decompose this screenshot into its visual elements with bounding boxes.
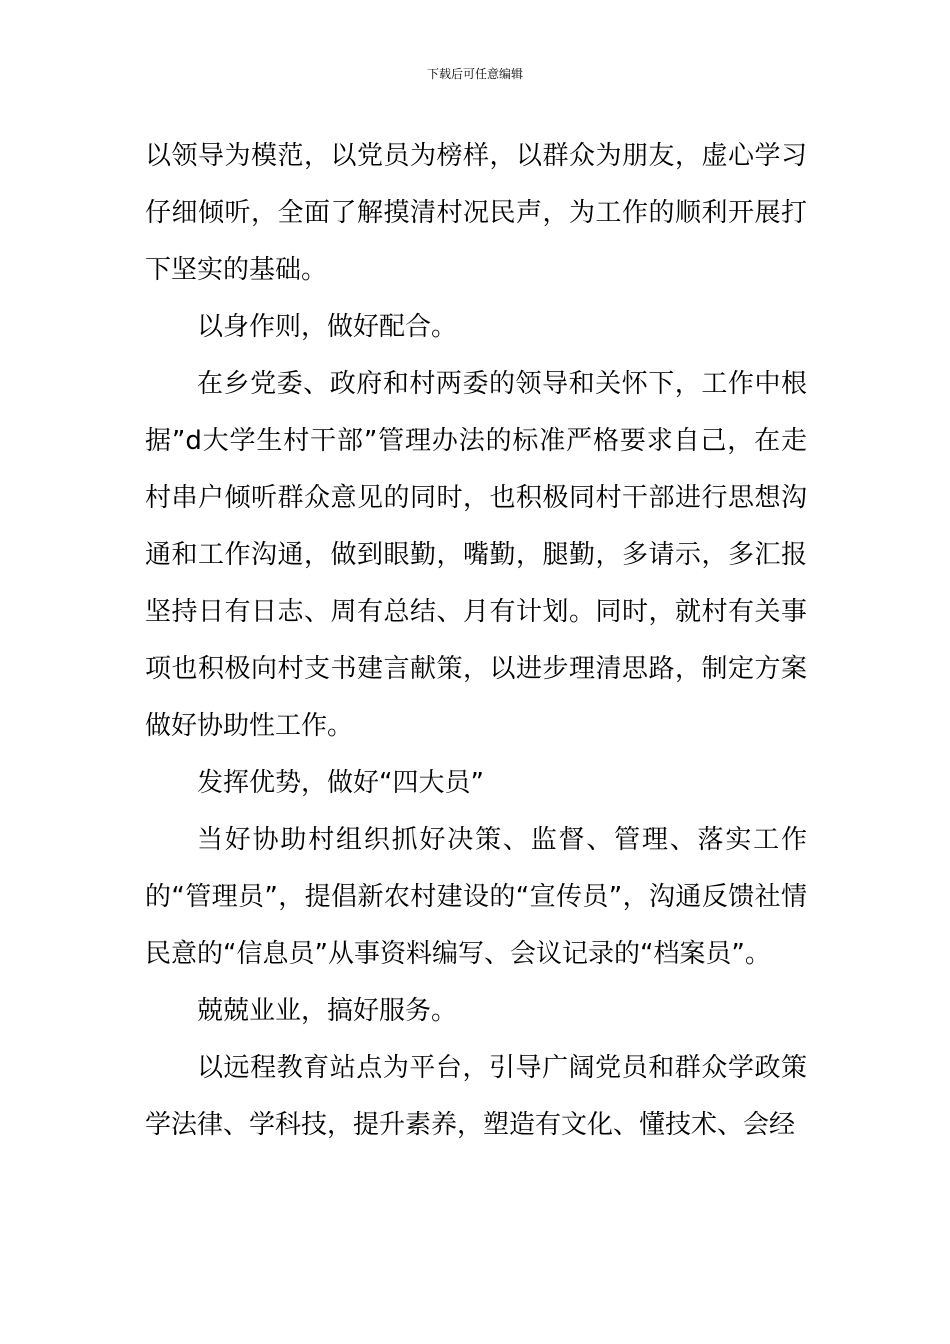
paragraph-3: 在乡党委、政府和村两委的领导和关怀下，工作中根据”d大学生村干部”管理办法的标准严格要求自己，在走村串户倾听群众意见的同时，也积极同村干部进行思想沟通和工作沟通，做到眼勤，嘴勤，腿勤，多请示，多汇报坚持日有日志、周有总结、月有计划。同时，就村有关事项也积极向村支书建言献策，以进步理清思路，制定方案做好协助性工作。 <box>145 369 807 741</box>
paragraph-7: 以远程教育站点为平台，引导广阔党员和群众学政策学法律、学科技，提升素养，塑造有文化、懂技术、会经 <box>145 1053 807 1140</box>
paragraph-1: 以领导为模范，以党员为榜样，以群众为朋友，虚心学习仔细倾听，全面了解摸清村况民声，为工作的顺利开展打下坚实的基础。 <box>145 141 807 285</box>
paragraph-5: 当好协助村组织抓好决策、监督、管理、落实工作的“管理员”，提倡新农村建设的“宣传员”，沟通反馈社情民意的“信息员”从事资料编写、会议记录的“档案员”。 <box>145 825 807 969</box>
paragraph-6: 兢兢业业，搞好服务。 <box>197 996 458 1026</box>
paragraph-4: 发挥优势，做好“四大员” <box>197 768 484 798</box>
page-header: 下载后可任意编辑 <box>426 67 523 81</box>
paragraph-2: 以身作则，做好配合。 <box>197 312 458 342</box>
document-body <box>145 128 807 1154</box>
